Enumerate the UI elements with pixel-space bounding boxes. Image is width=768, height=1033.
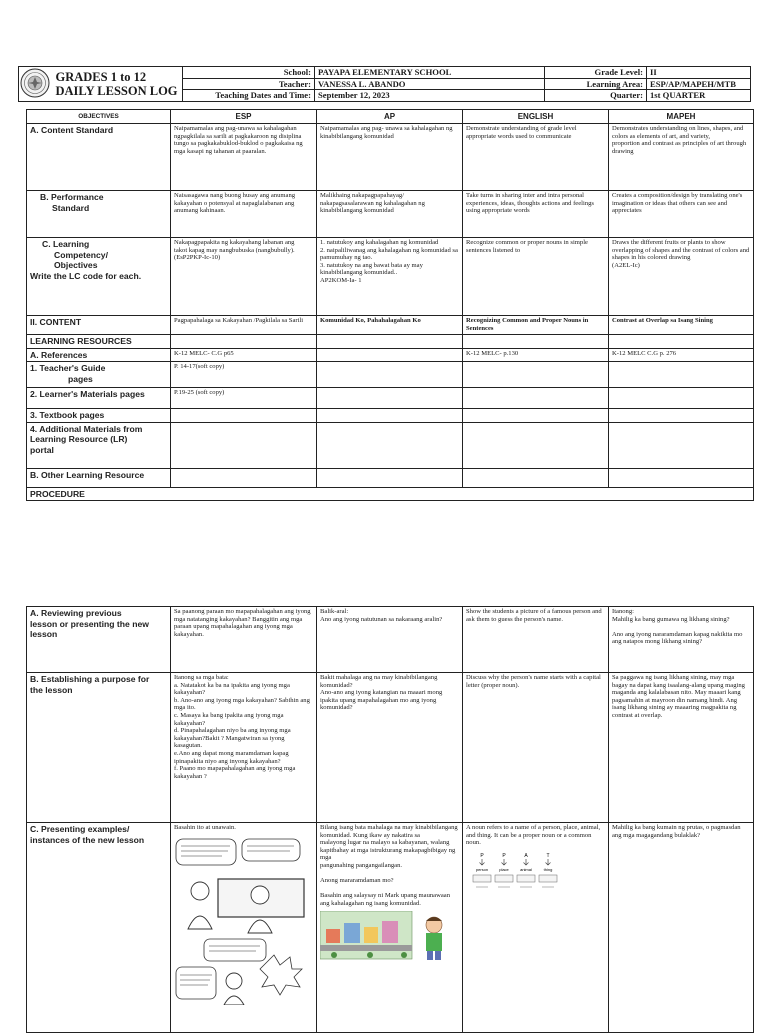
- label-learning-resources: LEARNING RESOURCES: [27, 335, 171, 349]
- cell-content-standard-mapeh: Demonstrates understanding on lines, shapes, and colors as elements of art, and variety, proportion and contrast as principles of art through drawing: [609, 124, 754, 191]
- cell-reviewing-english: Show the students a picture of a famous person and ask them to guess the person's name.: [463, 607, 609, 673]
- noun-arrow-icon: [546, 859, 551, 865]
- learning-area-value: ESP/AP/MAPEH/MTB: [647, 78, 751, 90]
- cell-learners-materials-esp: P.19-25 (soft copy): [171, 388, 317, 409]
- cell-content-ap: Komunidad Ko, Pahahalagahan Ko: [317, 316, 463, 335]
- label-references: A. References: [27, 348, 171, 362]
- col-english: ENGLISH: [463, 110, 609, 124]
- school-label: School:: [183, 67, 315, 79]
- cell-content-standard-ap: Naipamamalas ang pag- unawa sa kahalagahan ng kinabibilangang komunidad: [317, 124, 463, 191]
- row-additional-materials: [27, 422, 754, 468]
- noun-letter-1: P: [502, 852, 506, 859]
- noun-letter-0: P: [480, 852, 484, 859]
- cell-purpose-english: Discuss why the person's name starts with a capital letter (proper noun).: [463, 673, 609, 823]
- label-teachers-guide: 1. Teacher's Guide pages: [27, 362, 171, 388]
- cell-performance-standard-esp: Naisasagawa nang buong husay ang anumang kakayahan o potensyal at napaglalabanan ang anumang kahinaan.: [171, 191, 317, 238]
- quarter-label: Quarter:: [545, 90, 647, 102]
- cell-references-english: K-12 MELC- p.130: [463, 348, 609, 362]
- row-performance-standard: [27, 191, 754, 238]
- cell-content-mapeh: Contrast at Overlap sa Isang Sining: [609, 316, 754, 335]
- cell-purpose-ap: Bakit mahalaga ang na may kinabibilangang komunidad? Ano-ano ang iyong katangian na maaari mong ipakita upang mapahalagahan mo ang iyong komunidad?: [317, 673, 463, 823]
- cell-reviewing-ap: Balik-aral: Ano ang iyong natutunan sa nakaraang aralin?: [317, 607, 463, 673]
- noun-example-box: [517, 875, 535, 882]
- cell-presenting-ap: Bilang isang bata mahalaga na may kinabibilangang komunidad. Kung ikaw ay nakatira sa malayong lugar na malayo sa kabayanan, walang kapitbahay at mga istrukturang makapagbibigay ng mga pangunahing pangangailangan. Anong mararamdaman mo? Basahin ang salaysay ni Mark upang maunawaan ang kahalagahan ng isang komunidad.: [317, 823, 463, 1033]
- cell-reviewing-mapeh: Itanong: Mahilig ka bang gumawa ng likhang sining? Ano ang iyong nararamdaman kapag nakikita mo ang natapos mong likhang sining?: [609, 607, 754, 673]
- grade-level-label: Grade Level:: [545, 67, 647, 79]
- label-reviewing: A. Reviewing previous lesson or presenting the new lesson: [27, 607, 171, 673]
- cell-performance-standard-mapeh: Creates a composition/design by translating one's imagination or ideas that others can see and appreciates: [609, 191, 754, 238]
- cell-content-standard-esp: Naipamamalas ang pag-unawa sa kahalagahan ngpagkilala sa sarili at pagkakaroon ng disiplina tungo sa pagkakabuklod-buklod o pagkakaisa ng mga kasapi ng tahanan at paaralan.: [171, 124, 317, 191]
- cell-presenting-mapeh: Mahilig ka bang kumain ng prutas, o pagmasdan ang mga magagandang bulaklak?: [609, 823, 754, 1033]
- teaching-dates-value: September 12, 2023: [315, 90, 545, 102]
- noun-arrow-icon: [480, 859, 485, 865]
- row-textbook: [27, 409, 754, 423]
- school-value: PAYAPA ELEMENTARY SCHOOL: [315, 67, 545, 79]
- lesson-log-table-objectives: [26, 109, 754, 501]
- noun-arrow-icon: [502, 859, 507, 865]
- noun-word-person: person: [475, 866, 489, 872]
- label-content: II. CONTENT: [27, 316, 171, 335]
- noun-letter-3: T: [546, 852, 550, 859]
- noun-word-place: place: [499, 866, 509, 872]
- quarter-value: 1st QUARTER: [647, 90, 751, 102]
- column-header-row: [27, 110, 754, 124]
- noun-word-thing: thing: [543, 866, 553, 872]
- lesson-log-table-procedure: [26, 606, 754, 1033]
- cell-learning-competency-mapeh: Draws the different fruits or plants to show overlapping of shapes and the contrast of colors and shapes in his colored drawing (A2EL-Ic): [609, 238, 754, 316]
- dll-title: GRADES 1 to 12 DAILY LESSON LOG: [53, 67, 183, 102]
- cell-purpose-mapeh: Sa paggawa ng isang likhang sining, may mga bagay na dapat kang isaalang-alang upang maging maganda ang kalalabasan nito. May maaari kang pagsamahin at mayroon din namang hindi. Ang isang likhang sining ay maaaring magpakita ng contrast at overlap.: [609, 673, 754, 823]
- cell-presenting-esp: Basahin ito at unawain.: [171, 823, 317, 1033]
- row-content-standard: [27, 124, 754, 191]
- header-table: [18, 66, 751, 102]
- teaching-dates-label: Teaching Dates and Time:: [183, 90, 315, 102]
- noun-types-chart: [466, 850, 586, 892]
- noun-word-animal: animal: [520, 866, 532, 872]
- row-learners-materials: [27, 388, 754, 409]
- col-mapeh: MAPEH: [609, 110, 754, 124]
- label-procedure: PROCEDURE: [27, 487, 171, 501]
- col-esp: ESP: [171, 110, 317, 124]
- cell-teachers-guide-esp: P. 14-17(soft copy): [171, 362, 317, 388]
- cell-learning-competency-ap: 1. natutukoy ang kahalagahan ng komunidad 2. naipaliliwanag ang kahalagahan ng komunidad sa pamumuhay ng tao. 3. natutukoy na ang bawat bata ay may kinabibilangang komunidad.. AP2KOM-Ia- 1: [317, 238, 463, 316]
- teacher-value: VANESSA L. ABANDO: [315, 78, 545, 90]
- teacher-label: Teacher:: [183, 78, 315, 90]
- cell-references-esp: K-12 MELC- C.G p65: [171, 348, 317, 362]
- community-town-illustration: [320, 911, 454, 961]
- cell-references-mapeh: K-12 MELC C.G p. 276: [609, 348, 754, 362]
- row-teachers-guide: [27, 362, 754, 388]
- label-content-standard: A. Content Standard: [27, 124, 171, 191]
- children-dialogue-illustration: [174, 835, 308, 1005]
- row-reviewing: [27, 607, 754, 673]
- cell-reviewing-esp: Sa paanong paraan mo mapapahalagahan ang iyong mga natatanging kakayahan? Banggitin ang mga paraan upang mapahalagahan ang iyong mga kakayahan.: [171, 607, 317, 673]
- label-performance-standard: B. Performance Standard: [27, 191, 171, 238]
- label-learners-materials: 2. Learner's Materials pages: [27, 388, 171, 409]
- cell-presenting-english: A noun refers to a name of a person, place, animal, and thing. It can be a proper noun or a common noun. P person P place A animal T thing: [463, 823, 609, 1033]
- learning-area-label: Learning Area:: [545, 78, 647, 90]
- cell-learning-competency-esp: Nakapagpapakita ng kakayahang labanan ang takot kapag may nangbubuska (nangbubully). (EsP2PKP-Ic-10): [171, 238, 317, 316]
- row-procedure: [27, 487, 754, 501]
- row-presenting: [27, 823, 754, 1033]
- row-learning-resources: [27, 335, 754, 349]
- label-purpose: B. Establishing a purpose for the lesson: [27, 673, 171, 823]
- row-references: [27, 348, 754, 362]
- noun-example-box: [539, 875, 557, 882]
- cell-learning-competency-english: Recognize common or proper nouns in simple sentences listened to: [463, 238, 609, 316]
- col-ap: AP: [317, 110, 463, 124]
- cell-performance-standard-ap: Malikhaing nakapagpapahayag/ nakapagsasalarawan ng kahalagahan ng kinabibilangang komunidad: [317, 191, 463, 238]
- label-textbook: 3. Textbook pages: [27, 409, 171, 423]
- row-purpose: [27, 673, 754, 823]
- noun-example-box: [473, 875, 491, 882]
- label-other-resources: B. Other Learning Resource: [27, 468, 171, 487]
- cell-content-english: Recognizing Common and Proper Nouns in Sentences: [463, 316, 609, 335]
- noun-arrow-icon: [524, 859, 529, 865]
- col-objectives: OBJECTIVES: [27, 110, 171, 124]
- deped-logo: [19, 67, 53, 102]
- noun-letter-2: A: [524, 852, 528, 859]
- row-content: [27, 316, 754, 335]
- cell-purpose-esp: Itanong sa mga bata: a. Natatakot ka ba na ipakita ang iyong mga kakayahan? b. Ano-ano ang iyong mga kakayahan? Sabihin ang mga ito. c. Masaya ka bang ipakita ang iyong mga kakayahan? d. Pinapahalagahan niyo ba ang inyong mga kakayahan?Bakit ? Mangatwiran sa iyong kasagutan. e.Ano ang dapat mong maramdaman kapag ipinapakita niyo ang inyong kakayahan? f. Paano mo mapapahalagahan ang iyong mga kakayahan ?: [171, 673, 317, 823]
- cell-performance-standard-english: Take turns in sharing inter and intra personal experiences, ideas, thoughts actions and feelings using appropriate words: [463, 191, 609, 238]
- row-other-resources: [27, 468, 754, 487]
- deped-seal-icon: [20, 68, 50, 98]
- grade-level-value: II: [647, 67, 751, 79]
- cell-content-esp: Pagpapahalaga sa Kakayahan /Pagkilala sa Sarili: [171, 316, 317, 335]
- row-learning-competency: [27, 238, 754, 316]
- label-learning-competency: C. Learning Competency/ Objectives Write the LC code for each.: [27, 238, 171, 316]
- cell-content-standard-english: Demonstrate understanding of grade level appropriate words used to communicate: [463, 124, 609, 191]
- noun-example-box: [495, 875, 513, 882]
- label-additional-materials: 4. Additional Materials from Learning Resource (LR) portal: [27, 422, 171, 468]
- label-presenting: C. Presenting examples/ instances of the new lesson: [27, 823, 171, 1033]
